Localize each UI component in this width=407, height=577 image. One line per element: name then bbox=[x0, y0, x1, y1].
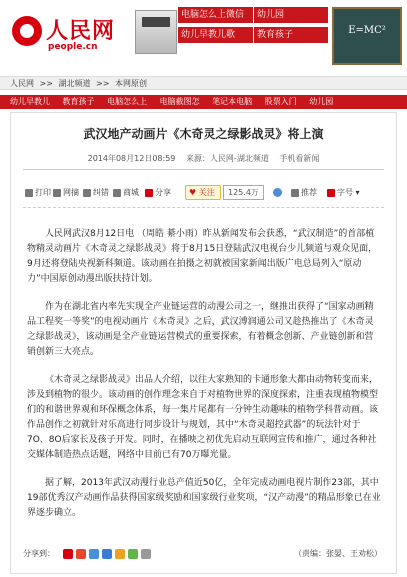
breadcrumb-sep: >> bbox=[96, 79, 110, 88]
breadcrumb bbox=[0, 76, 407, 90]
ad-link[interactable]: 电脑怎么上微信 bbox=[178, 7, 253, 24]
logo-text: 人民网 bbox=[46, 18, 116, 44]
chevron-down-icon: ▾ bbox=[355, 188, 360, 197]
share-label: 分享到： bbox=[23, 549, 55, 558]
nav-link[interactable]: 电脑截图怎 bbox=[159, 97, 200, 106]
logo-domain: people.cn bbox=[48, 42, 98, 52]
nav-link[interactable]: 笔记本电脑 bbox=[212, 97, 253, 106]
nav-link[interactable]: 股票入门 bbox=[264, 97, 297, 106]
nav-link[interactable]: 幼儿园 bbox=[309, 97, 334, 106]
publish-date: 2014年08月12日08:59 bbox=[87, 154, 176, 163]
breadcrumb-home[interactable]: 人民网 bbox=[10, 79, 34, 88]
font-size-icon bbox=[327, 189, 335, 197]
printer-icon bbox=[25, 189, 33, 197]
more-share-icon[interactable] bbox=[141, 549, 151, 559]
recommend-icon bbox=[291, 189, 299, 197]
share-icon bbox=[145, 189, 153, 197]
site-header bbox=[0, 0, 407, 72]
article-toolbar bbox=[25, 185, 385, 201]
people-logo[interactable] bbox=[12, 14, 122, 54]
mall-button[interactable]: 商城 bbox=[113, 185, 139, 201]
breadcrumb-channel[interactable]: 湖北频道 bbox=[58, 79, 91, 88]
print-button[interactable]: 打印 bbox=[25, 185, 51, 201]
renren-icon[interactable] bbox=[102, 549, 112, 559]
keyword-nav bbox=[0, 95, 407, 109]
font-size-control[interactable]: 字号 ▾ bbox=[327, 185, 360, 201]
ad-link[interactable]: 幼儿早教儿歌 bbox=[178, 27, 253, 44]
blackboard-text: E=MC² bbox=[348, 25, 386, 36]
breadcrumb-section[interactable]: 本网原创 bbox=[115, 79, 147, 88]
breadcrumb-sep: >> bbox=[39, 79, 53, 88]
qq-icon[interactable] bbox=[89, 549, 99, 559]
article-title: 武汉地产动画片《木奇灵之绿影战灵》将上演 bbox=[83, 127, 324, 141]
editor-credit: （责编：张晏、王劝松） bbox=[294, 549, 382, 558]
share-button[interactable]: 分享 bbox=[145, 185, 171, 201]
paragraph: 据了解，2013年武汉动漫行业总产值近50亿，全年完成动画电视片制作23部，其中19部优秀汉产动画作品获得国家级奖励和国家级行业奖项，“汉产动漫”的精品形象已在业界逐步确立。 bbox=[27, 478, 381, 518]
comment-icon bbox=[273, 188, 282, 197]
mobile-link[interactable]: 手机看新闻 bbox=[279, 154, 320, 163]
printer-ad-image[interactable] bbox=[135, 10, 177, 54]
sina-weibo-icon[interactable] bbox=[76, 549, 86, 559]
correct-button[interactable]: 纠错 bbox=[83, 185, 109, 201]
email-button[interactable]: 网摘 bbox=[53, 185, 79, 201]
comment-icon-button[interactable] bbox=[273, 185, 282, 201]
ad-link[interactable]: 幼儿园 bbox=[254, 7, 328, 24]
nav-link[interactable]: 教育孩子 bbox=[62, 97, 95, 106]
recommend-button[interactable]: 推荐 bbox=[291, 185, 317, 201]
ad-links bbox=[178, 7, 328, 65]
douban-icon[interactable] bbox=[128, 549, 138, 559]
blackboard-ad-image[interactable] bbox=[332, 7, 402, 65]
like-count: 125.4万 bbox=[223, 185, 264, 200]
edit-icon bbox=[83, 189, 91, 197]
paragraph: 作为在湖北省内率先实现全产业链运营的动漫公司之一，继推出获得了“国家动画精品工程奖一等奖”的电视动画片《木奇灵》之后，武汉溥润通公司又趁热推出了《木奇灵之绿影战灵》，该动画是全产业链运营模式的重要探索，有着概念创新、产业链创新和营销创新三大亮点。 bbox=[27, 302, 374, 357]
divider bbox=[23, 207, 384, 208]
divider bbox=[23, 169, 384, 170]
qzone-icon[interactable] bbox=[115, 549, 125, 559]
article-meta bbox=[11, 153, 396, 164]
ad-link[interactable]: 教育孩子 bbox=[254, 27, 328, 44]
people-weibo-icon[interactable] bbox=[63, 549, 73, 559]
share-bar bbox=[23, 547, 384, 561]
cart-icon bbox=[113, 189, 121, 197]
like-button[interactable]: ♥ 关注 bbox=[185, 185, 221, 200]
paragraph: 《木奇灵之绿影战灵》出品人介绍，以往大家熟知的卡通形象大都由动物转变而来，涉及到植物的很少。该动画的创作理念来自于对植物世界的深度探索，注重表现植物模型们的和谐世界观和环保概念体系，每一集片尾都有一分钟生动趣味的植物学科普动画。该作品创作之初就针对乐高进行同步设计与规划，其中“木奇灵超控武器”的玩法针对于7O、8O后家长及孩子开发。同时，在播映之初优先启动互联网宣传和推广，通过各种社交媒体制造热点话题，网络中目前已有70万曝光量。 bbox=[27, 375, 379, 460]
nav-link[interactable]: 电脑怎么上 bbox=[107, 97, 148, 106]
article-source[interactable]: 来源：人民网-湖北频道 bbox=[185, 154, 269, 163]
nav-link[interactable]: 幼儿早教儿 bbox=[10, 97, 50, 106]
article-body bbox=[27, 227, 382, 534]
paragraph: 人民网武汉8月12日电 （周皓 綦小雨）昨从新闻发布会获悉，“武汉制造”的首部植物精灵动画片《木奇灵之绿影战灵》将于8月15日登陆武汉电视台少儿频道与观众见面，9月还将登陆央视新科频道。该动画在拍摄之初就被国家新闻出版广电总局列入“原动力”中国原创动漫出版扶持计划。 bbox=[27, 229, 378, 284]
logo-mark-icon bbox=[12, 16, 42, 46]
mail-icon bbox=[53, 189, 61, 197]
article bbox=[10, 112, 397, 574]
